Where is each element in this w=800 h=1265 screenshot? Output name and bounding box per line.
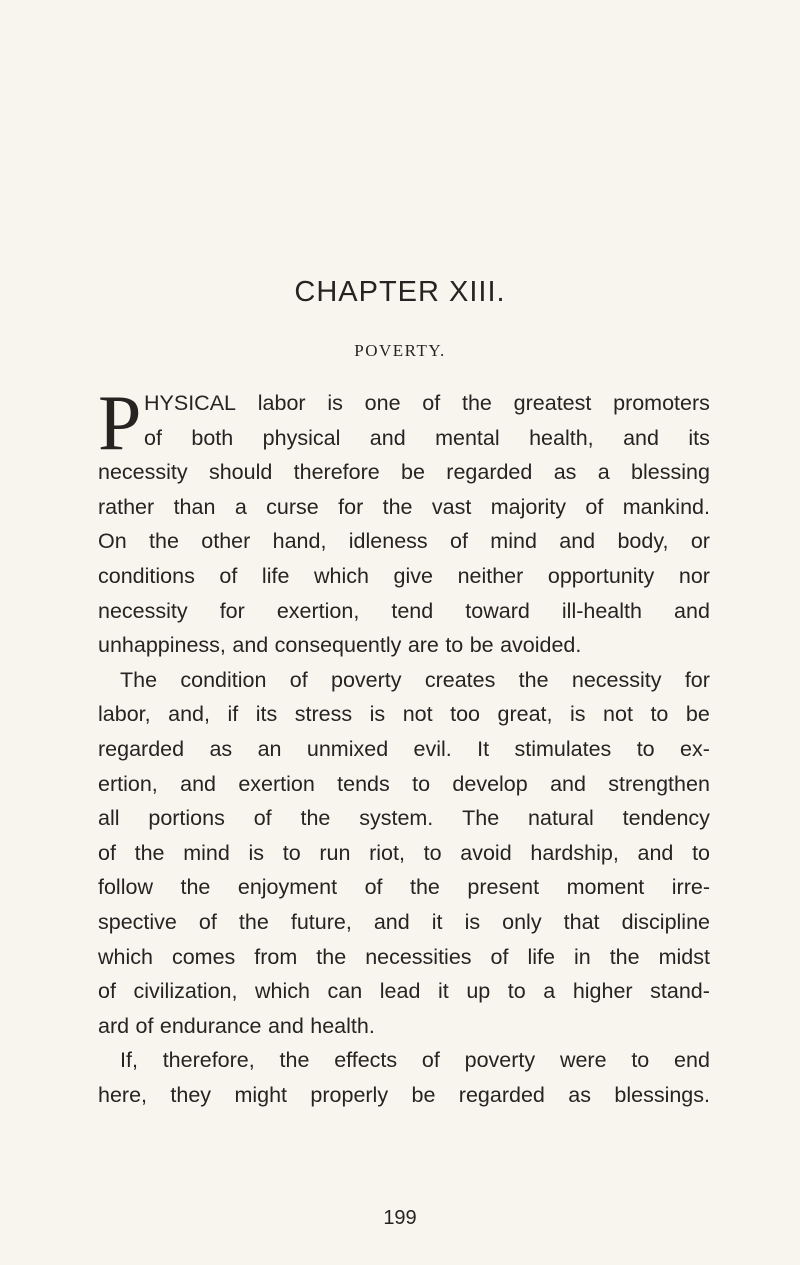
word: and — [369, 425, 406, 450]
word: tend — [391, 598, 434, 623]
word: end — [674, 1048, 710, 1073]
word: should — [208, 460, 273, 485]
word: properly — [310, 1082, 389, 1107]
word: be — [401, 460, 425, 485]
word: and — [373, 909, 410, 934]
word: labor, — [98, 702, 151, 727]
word: future, — [290, 909, 352, 934]
word: here, — [98, 1082, 148, 1107]
word: as — [568, 1082, 591, 1107]
word: the — [382, 494, 413, 519]
word: The — [462, 806, 500, 831]
word: natural — [528, 806, 594, 831]
section-title: POVERTY. — [354, 341, 446, 360]
text-line — [98, 524, 710, 559]
word: of — [364, 875, 383, 900]
word: stimulates — [514, 736, 612, 761]
word: a — [543, 979, 556, 1004]
text-line — [98, 940, 710, 975]
word: exertion, — [276, 598, 360, 623]
word: all — [98, 806, 120, 831]
word: of — [198, 909, 217, 934]
word: greatest — [513, 391, 592, 415]
word: in — [573, 944, 591, 969]
word: the — [609, 944, 640, 969]
word: are — [407, 633, 439, 658]
word: higher — [572, 979, 633, 1004]
word: mind — [183, 840, 230, 865]
word: toward — [465, 598, 530, 623]
word: to — [650, 702, 669, 727]
text-line — [98, 697, 710, 732]
word: unmixed — [306, 736, 389, 761]
word: give — [393, 563, 433, 588]
word: curse — [266, 494, 319, 519]
text-line — [98, 455, 710, 490]
word: than — [173, 494, 216, 519]
word: of — [253, 806, 272, 831]
word: to — [412, 771, 431, 796]
word: The — [120, 667, 158, 692]
word: stress — [294, 702, 353, 727]
word: not — [603, 702, 633, 727]
word: majority — [490, 494, 566, 519]
word: If, — [120, 1048, 138, 1073]
word: ex- — [680, 736, 710, 761]
word: and — [623, 425, 659, 450]
word: is — [570, 702, 586, 727]
word: condition — [180, 667, 267, 692]
word: and — [267, 1013, 304, 1038]
text-line — [98, 594, 710, 629]
word: opportunity — [547, 563, 655, 588]
word: or — [690, 529, 710, 554]
word: civilization, — [133, 979, 238, 1004]
word: the — [279, 1048, 310, 1073]
word: too — [450, 702, 480, 727]
word: ard — [98, 1013, 130, 1038]
word: blessings. — [614, 1082, 710, 1107]
word: be — [411, 1082, 436, 1107]
word: to — [445, 633, 464, 658]
word: be — [685, 702, 710, 727]
word: unhappiness, — [98, 633, 226, 658]
word: therefore, — [162, 1048, 255, 1073]
word: strengthen — [608, 771, 710, 796]
word: of — [450, 529, 468, 554]
word: of — [144, 425, 162, 450]
word: and — [559, 529, 596, 554]
word: is — [369, 702, 386, 727]
word: discipline — [621, 909, 710, 934]
word: of — [585, 494, 604, 519]
word: is — [327, 391, 343, 415]
word: hardship, — [530, 840, 619, 865]
word: only — [502, 909, 542, 934]
word: poverty — [464, 1048, 536, 1073]
word: for — [338, 494, 364, 519]
chapter-body — [98, 379, 710, 1112]
text-line — [98, 490, 710, 525]
word: if — [227, 702, 239, 727]
word: regarded — [446, 460, 533, 485]
word: of — [98, 840, 116, 865]
word: endurance — [159, 1013, 262, 1038]
word: poverty — [331, 667, 402, 692]
word: the — [518, 667, 549, 692]
word: irre- — [671, 875, 710, 900]
word: the — [134, 840, 165, 865]
text-line — [98, 767, 710, 802]
word: run — [319, 840, 351, 865]
word: its — [255, 702, 278, 727]
word: spective — [98, 909, 177, 934]
word: the — [149, 529, 179, 554]
word: up — [466, 979, 491, 1004]
word: which — [255, 979, 310, 1004]
text-line — [98, 559, 710, 594]
text-line — [98, 905, 710, 940]
word: and — [550, 771, 586, 796]
word: that — [563, 909, 600, 934]
word: and — [637, 840, 674, 865]
word: which — [313, 563, 369, 588]
word: to — [692, 840, 710, 865]
word: On — [98, 529, 127, 554]
word: necessities — [365, 944, 472, 969]
word: to — [423, 840, 442, 865]
word: for — [219, 598, 245, 623]
word: of — [289, 667, 308, 692]
word: nor — [678, 563, 710, 588]
word: therefore — [293, 460, 380, 485]
word: a — [597, 460, 610, 485]
word: portions — [148, 806, 225, 831]
word: system. — [359, 806, 434, 831]
word: health. — [310, 1013, 375, 1038]
word: HYSICAL — [144, 391, 237, 415]
word: mankind. — [622, 494, 710, 519]
word: enjoyment — [237, 875, 338, 900]
word: as — [553, 460, 577, 485]
word: necessity — [571, 667, 662, 692]
word: neither — [457, 563, 524, 588]
text-line — [98, 732, 710, 767]
text-line — [98, 974, 710, 1009]
word: is — [464, 909, 481, 934]
word: physical — [262, 425, 341, 450]
word: to — [282, 840, 301, 865]
word: the — [316, 944, 347, 969]
word: of — [422, 391, 441, 415]
word: both — [191, 425, 234, 450]
word: and — [180, 771, 216, 796]
word: the — [180, 875, 211, 900]
word: lead — [379, 979, 421, 1004]
word: the — [238, 909, 269, 934]
word: life — [261, 563, 290, 588]
word: from — [254, 944, 298, 969]
text-line — [98, 663, 710, 698]
word: and, — [168, 702, 210, 727]
word: creates — [424, 667, 496, 692]
word: is — [248, 840, 265, 865]
word: stand- — [650, 979, 710, 1004]
word: of — [98, 979, 116, 1004]
word: great, — [497, 702, 553, 727]
word: one — [364, 391, 401, 415]
drop-cap: P — [98, 379, 142, 466]
word: they — [170, 1082, 212, 1107]
word: an — [257, 736, 282, 761]
text-line — [98, 870, 710, 905]
word: regarded — [458, 1082, 545, 1107]
word: as — [209, 736, 233, 761]
word: blessing — [631, 460, 710, 485]
word: moment — [566, 875, 645, 900]
text-line — [98, 628, 710, 663]
word: tends — [337, 771, 390, 796]
word: of — [421, 1048, 440, 1073]
word: vast — [431, 494, 472, 519]
word: of — [219, 563, 238, 588]
word: consequently — [274, 633, 402, 658]
word: riot, — [369, 840, 405, 865]
word: follow — [98, 875, 153, 900]
word: the — [300, 806, 331, 831]
word: other — [201, 529, 251, 554]
word: tendency — [622, 806, 710, 831]
word: hand, — [272, 529, 327, 554]
word: might — [234, 1082, 288, 1107]
word: ertion, — [98, 771, 158, 796]
word: of — [135, 1013, 154, 1038]
text-line — [98, 386, 710, 421]
word: to — [631, 1048, 650, 1073]
word: necessity — [98, 598, 188, 623]
word: can — [327, 979, 363, 1004]
word: health, — [529, 425, 594, 450]
word: present — [467, 875, 540, 900]
text-line — [98, 801, 710, 836]
word: avoided. — [500, 633, 582, 658]
chapter-title: CHAPTER XIII. — [294, 276, 506, 308]
word: life — [527, 944, 555, 969]
word: to — [636, 736, 655, 761]
word: conditions — [98, 563, 195, 588]
word: its — [688, 425, 710, 450]
text-line — [98, 836, 710, 871]
word: idleness — [348, 529, 428, 554]
word: effects — [334, 1048, 398, 1073]
word: and — [232, 633, 269, 658]
word: it — [431, 909, 443, 934]
word: a — [234, 494, 247, 519]
word: develop — [452, 771, 528, 796]
word: it — [438, 979, 449, 1004]
word: which — [98, 944, 153, 969]
word: for — [684, 667, 710, 692]
word: body, — [617, 529, 669, 554]
word: of — [490, 944, 509, 969]
word: the — [410, 875, 440, 900]
word: mind — [490, 529, 537, 554]
text-line — [98, 421, 710, 456]
text-line — [98, 1043, 710, 1078]
word: be — [469, 633, 494, 658]
word: evil. — [413, 736, 452, 761]
word: the — [462, 391, 492, 415]
text-line — [98, 1078, 710, 1113]
word: It — [477, 736, 490, 761]
page-number: 199 — [383, 1207, 417, 1229]
word: comes — [171, 944, 236, 969]
word: necessity — [98, 460, 188, 485]
text-line — [98, 1009, 710, 1044]
word: and — [674, 598, 710, 623]
word: ill-health — [561, 598, 642, 623]
word: labor — [257, 391, 306, 415]
word: midst — [658, 944, 710, 969]
word: regarded — [98, 736, 185, 761]
word: to — [507, 979, 526, 1004]
word: rather — [98, 494, 155, 519]
word: were — [559, 1048, 607, 1073]
word: exertion — [238, 771, 315, 796]
word: avoid — [460, 840, 512, 865]
word: promoters — [613, 391, 710, 415]
word: not — [402, 702, 433, 727]
word: mental — [435, 425, 500, 450]
